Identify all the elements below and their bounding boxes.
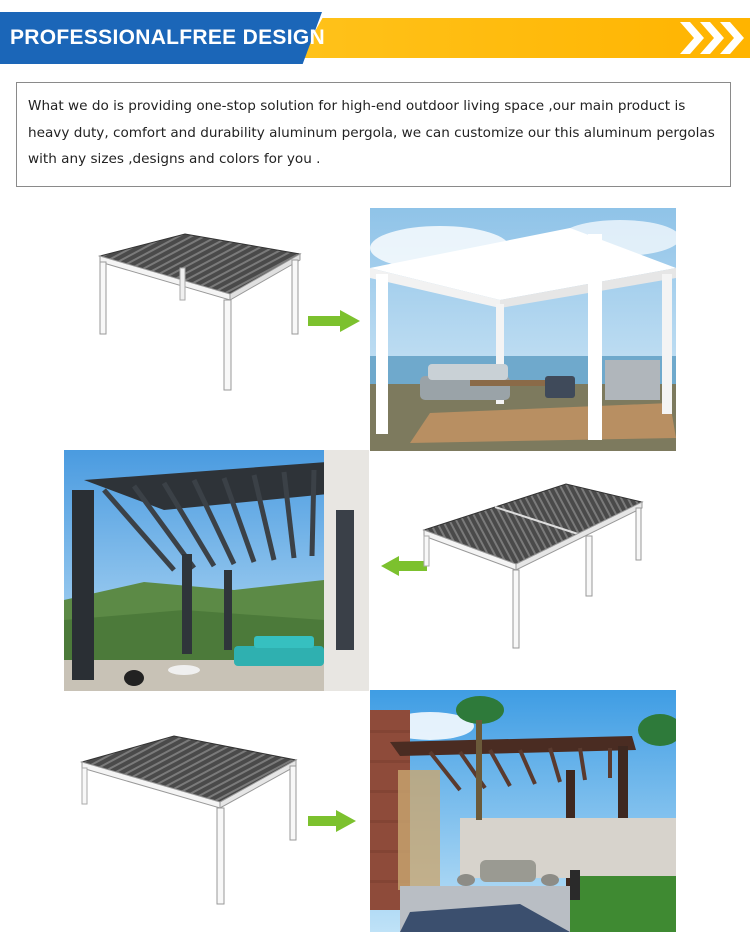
page-title: PROFESSIONALFREE DESIGN — [10, 26, 325, 49]
garden-pergola-photo — [370, 690, 676, 932]
arrow-right-icon — [308, 810, 356, 832]
arrow-right-icon — [308, 310, 360, 332]
header-banner — [0, 0, 750, 70]
pergola-drawing-3 — [78, 730, 300, 910]
pergola-drawing-2 — [420, 480, 650, 652]
chevron-right-icon — [678, 20, 744, 56]
intro-text: What we do is providing one-stop solution for high-end outdoor living space ,our main product is heavy duty, comfort and durability aluminum pergola, we can customize our this aluminum pergolas with any sizes ,designs and colors for you . — [16, 82, 731, 187]
white-seaside-pergola-photo — [370, 208, 676, 451]
dark-terrace-pergola-photo — [64, 450, 369, 691]
pergola-drawing-1 — [90, 228, 310, 398]
